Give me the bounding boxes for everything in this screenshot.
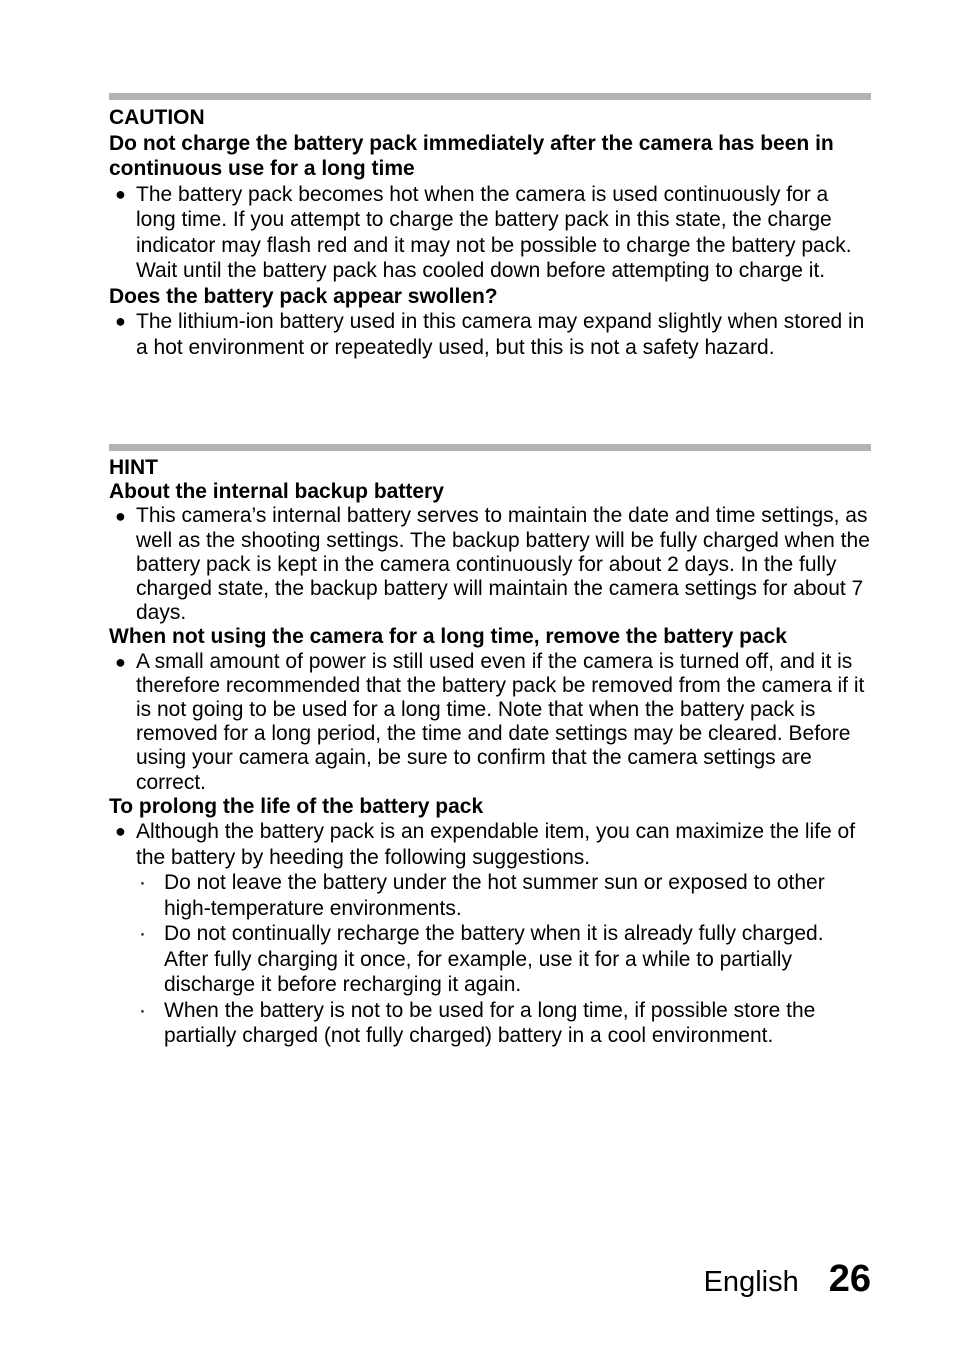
sub-list-item <box>109 870 871 921</box>
language-label: English <box>703 1266 799 1298</box>
hint-heading-backup: About the internal backup battery <box>109 480 444 504</box>
hint-bullet-text: This camera’s internal battery serves to maintain the date and time settings, as well as the shooting settings. The backup battery will be fully charged when the battery pack is kept in the camera continuously for about 2 days. In the fully charged state, the backup battery will maintain the camera settings for about 7 days. <box>136 504 870 625</box>
hint-heading-remove: When not using the camera for a long time, remove the battery pack <box>109 625 787 649</box>
sub-list-text: Do not leave the battery under the hot summer sun or exposed to other high-temperature environments. <box>164 871 825 920</box>
hint-bullet-text: A small amount of power is still used even if the camera is turned off, and it is therefore recommended that the battery pack be removed from the camera if it is not going to be used for a long time. Note that when the battery pack is removed for a long period, the time and date settings may be cleared. Before using your camera again, be sure to confirm that the camera settings are correct. <box>136 649 865 794</box>
small-bullet-icon: · <box>139 998 146 1022</box>
list-item <box>109 650 871 795</box>
hint-divider <box>109 444 871 451</box>
caution-section <box>109 105 871 360</box>
bullet-icon: ● <box>115 506 126 527</box>
sub-list-item <box>109 921 871 998</box>
caution-bullet-text: The lithium-ion battery used in this camera may expand slightly when stored in a hot environment or repeatedly used, but this is not a safety hazard. <box>136 310 865 359</box>
caution-label: CAUTION <box>109 106 205 129</box>
page-number: 26 <box>828 1258 871 1300</box>
small-bullet-icon: · <box>139 922 146 946</box>
caution-heading-swollen: Does the battery pack appear swollen? <box>109 284 498 308</box>
list-item <box>109 309 871 360</box>
sub-list-item <box>109 998 871 1049</box>
hint-heading-prolong: To prolong the life of the battery pack <box>109 794 484 818</box>
small-bullet-icon: · <box>139 871 146 895</box>
bullet-icon: ● <box>115 651 126 672</box>
hint-bullet-text: Although the battery pack is an expendable item, you can maximize the life of the battery by heeding the following suggestions. <box>136 820 856 869</box>
bullet-icon: ● <box>115 183 126 204</box>
hint-label: HINT <box>109 456 158 479</box>
caution-heading-charging: Do not charge the battery pack immediately after the camera has been in continuous use for a long time <box>109 131 834 180</box>
sub-list-text: Do not continually recharge the battery when it is already fully charged. After fully charging it once, for example, use it for a while to partially discharge it before recharging it again. <box>164 922 824 997</box>
bullet-icon: ● <box>115 311 126 331</box>
caution-divider <box>109 93 871 100</box>
list-item <box>109 819 871 870</box>
bullet-icon: ● <box>115 821 126 842</box>
list-item <box>109 182 871 284</box>
caution-bullet-text: The battery pack becomes hot when the camera is used continuously for a long time. If you attempt to charge the battery pack in this state, the charge indicator may flash red and it may not be possible to charge the battery pack. Wait until the battery pack has cooled down before attempting to charge it. <box>136 182 852 282</box>
page-footer <box>704 1258 871 1301</box>
sub-list-text: When the battery is not to be used for a long time, if possible store the partially charged (not fully charged) battery in a cool environment. <box>164 998 816 1048</box>
hint-section <box>109 456 871 1049</box>
list-item <box>109 504 871 625</box>
